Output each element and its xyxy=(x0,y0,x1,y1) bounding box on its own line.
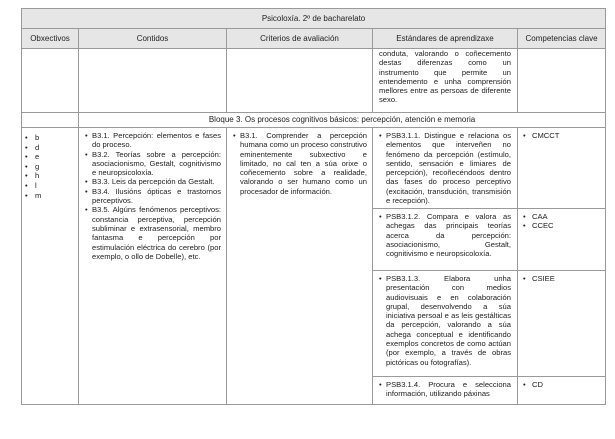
objectives-list xyxy=(25,133,76,200)
content-item: • B3.4. Ilusións ópticas e trastornos perceptivos. xyxy=(85,187,221,206)
competence-item: • CSIEE xyxy=(523,274,600,283)
competence-item: • CAA xyxy=(523,212,600,221)
table-title: Psicoloxía. 2º de bacharelato xyxy=(22,9,606,29)
competence-item: • CMCCT xyxy=(523,131,600,140)
standard-item: • PSB3.1.3. Elabora unha presentación con medios audiovisuais e en colaboración grupal, desenvolvendo a súa iniciativa persoal e as leis gestálticas da percepción, valorando a súa achega conceptual e identificando exemplos concretos de como actúan (por exemplo, a través de obras pictóricas ou fotografías). xyxy=(379,274,511,367)
continuation-contents-cell xyxy=(79,49,227,113)
standard-item: • PSB3.1.1. Distingue e relaciona os elementos que interveñen no fenómeno da percepción (estímulo, sentido, sensación e limiares de percepción), recoñecéndoos dentro das fases do proceso perceptivo (excitación, transdución, transmisión e recepción). xyxy=(379,131,511,205)
content-item: • B3.3. Leis da percepción da Gestalt. xyxy=(85,177,221,186)
content-item: • B3.2. Teorías sobre a percepción: asociacionismo, Gestalt, cognitivismo e neuropsicoloxía. xyxy=(85,150,221,178)
block-title: Bloque 3. Os procesos cognitivos básicos: percepción, atención e memoria xyxy=(79,113,606,128)
continuation-standards-cell xyxy=(373,49,518,113)
standard-block xyxy=(373,271,517,377)
header-standards: Estándares de aprendizaxe xyxy=(373,29,518,49)
objective-item: • b xyxy=(25,133,76,143)
objective-item: • d xyxy=(25,143,76,153)
competence-block xyxy=(518,209,605,271)
objectives-cell xyxy=(22,128,79,405)
criteria-list xyxy=(233,131,367,196)
continuation-criteria-cell xyxy=(227,49,373,113)
header-criteria: Criterios de avaliación xyxy=(227,29,373,49)
standards-cell xyxy=(373,128,518,405)
contents-list xyxy=(85,131,221,261)
standard-block xyxy=(373,128,517,209)
standard-block xyxy=(373,377,517,404)
continuation-text: conduta, valorando o coñecemento destas diferenzas como un instrumento que permite un entendemento e unha comprensión mellores entre as persoas de diferente sexo. xyxy=(379,49,511,105)
standard-block xyxy=(373,209,517,271)
competence-block xyxy=(518,128,605,209)
criteria-cell xyxy=(227,128,373,405)
criterion-item: • B3.1. Comprender a percepción humana como un proceso construtivo eminentemente subxectivo e limitado, no cal ten a súa orixe o coñecemento sobre a realidade, valorando o ser humano como un procesador de información. xyxy=(233,131,367,196)
content-item: • B3.1. Percepción: elementos e fases do proceso. xyxy=(85,131,221,150)
block-left-cell xyxy=(22,113,79,128)
continuation-objectives-cell xyxy=(22,49,79,113)
competence-item: • CCEC xyxy=(523,221,600,230)
contents-cell xyxy=(79,128,227,405)
header-competences: Competencias clave xyxy=(518,29,606,49)
standard-item: • PSB3.1.4. Procura e selecciona información, utilizando páxinas xyxy=(379,380,511,399)
competences-cell xyxy=(518,128,606,405)
header-objectives: Obxectivos xyxy=(22,29,79,49)
competence-block xyxy=(518,271,605,377)
standard-item: • PSB3.1.2. Compara e valora as achegas das principais teorías acerca da percepción: asociacionismo, Gestalt, cognitivismo e neuropsicoloxía. xyxy=(379,212,511,258)
content-item: • B3.5. Algúns fenómenos perceptivos: constancia perceptiva, percepción subliminar e extrasensorial, membro fantasma e percepción por estimulación eléctrica do cerebro (por exemplo, o ollo de Dobelle), etc. xyxy=(85,205,221,261)
competence-block xyxy=(518,377,605,402)
header-contents: Contidos xyxy=(79,29,227,49)
objective-item: • g xyxy=(25,162,76,172)
competence-item: • CD xyxy=(523,380,600,389)
continuation-competences-cell xyxy=(518,49,606,113)
objective-item: • h xyxy=(25,171,76,181)
objective-item: • m xyxy=(25,191,76,201)
objective-item: • l xyxy=(25,181,76,191)
curriculum-table xyxy=(21,8,606,405)
objective-item: • e xyxy=(25,152,76,162)
